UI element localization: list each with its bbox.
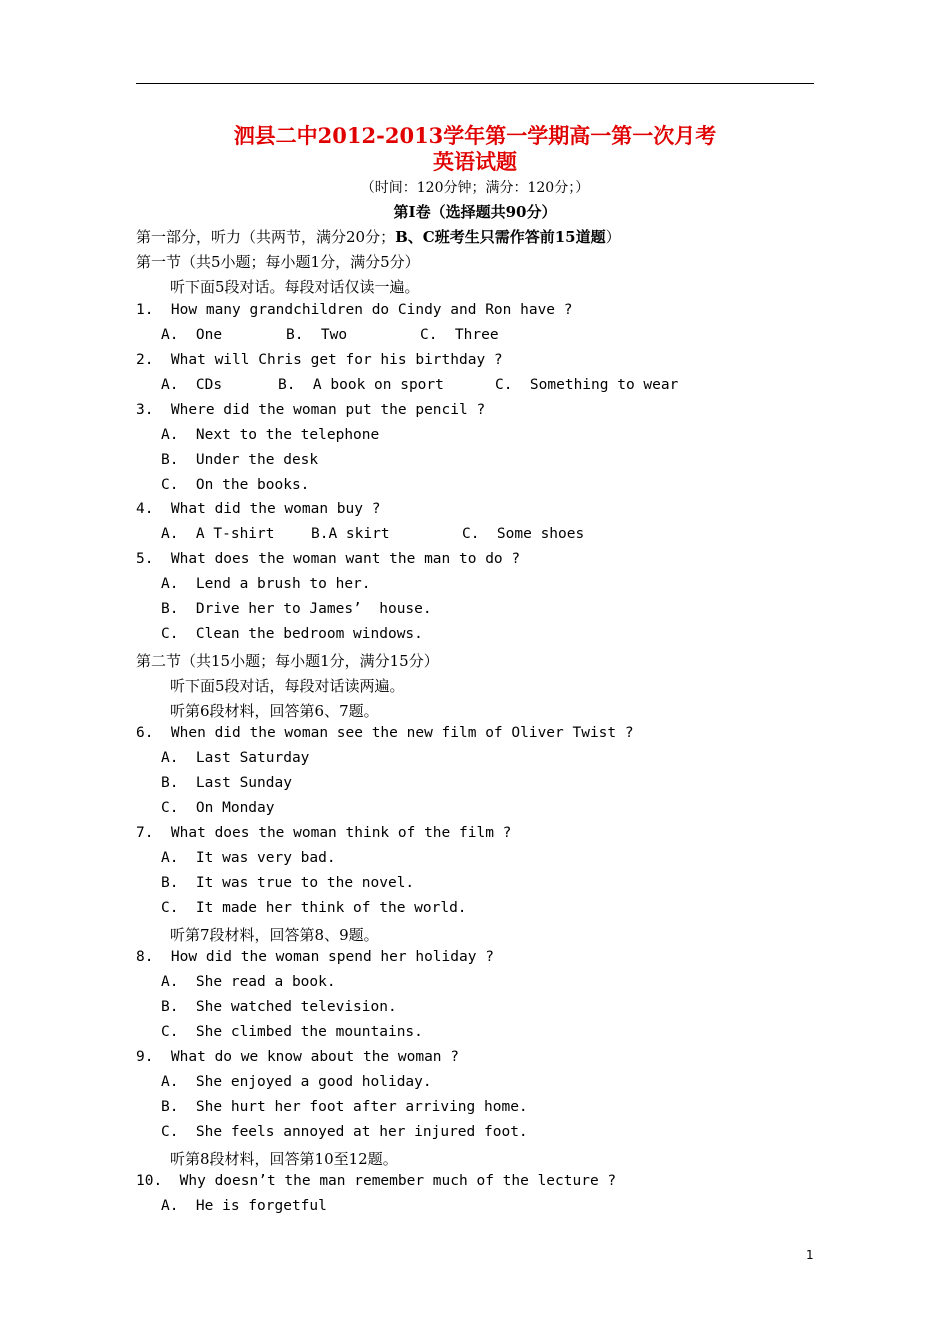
question-4-option-a: A. A T-shirt <box>161 526 275 542</box>
part-title: 第Ⅰ卷（选择题共90分） <box>393 203 557 221</box>
question-4-option-c: C. Some shoes <box>462 526 585 542</box>
question-1-option-a: A. One <box>161 327 223 343</box>
question-4-stem: 4. What did the woman buy ? <box>136 501 381 517</box>
section1-heading-prefix: 第一部分，听力（共两节，满分20分； <box>136 228 396 246</box>
question-2-option-c: C. Something to wear <box>495 377 679 393</box>
question-4-option-b: B.A skirt <box>311 526 390 542</box>
question-2-option-b: B. A book on sport <box>278 377 444 393</box>
section1-subheading: 第一节（共5小题；每小题1分，满分5分） <box>136 253 420 271</box>
question-3-option-c: C. On the books. <box>161 477 310 493</box>
question-6-option-b: B. Last Sunday <box>161 775 292 791</box>
header-rule <box>136 83 814 84</box>
question-7-option-b: B. It was true to the novel. <box>161 875 415 891</box>
page-number: 1 <box>806 1248 814 1262</box>
exam-subject: 英语试题 <box>433 149 517 174</box>
question-10-option-a: A. He is forgetful <box>161 1198 327 1214</box>
question-6-option-a: A. Last Saturday <box>161 750 310 766</box>
question-6-option-c: C. On Monday <box>161 800 275 816</box>
question-2-option-a: A. CDs <box>161 377 223 393</box>
question-9-stem: 9. What do we know about the woman ? <box>136 1049 460 1065</box>
question-7-option-c: C. It made her think of the world. <box>161 900 467 916</box>
note-8: 听第8段材料，回答第10至12题。 <box>170 1150 398 1168</box>
section2-note-6: 听第6段材料，回答第6、7题。 <box>170 702 379 720</box>
question-8-option-a: A. She read a book. <box>161 974 336 990</box>
section2-instruction: 听下面5段对话，每段对话读两遍。 <box>170 677 405 695</box>
question-8-option-c: C. She climbed the mountains. <box>161 1024 423 1040</box>
question-5-option-a: A. Lend a brush to her. <box>161 576 371 592</box>
question-1-option-b: B. Two <box>286 327 348 343</box>
question-8-stem: 8. How did the woman spend her holiday ? <box>136 949 494 965</box>
question-5-option-c: C. Clean the bedroom windows. <box>161 626 423 642</box>
question-3-stem: 3. Where did the woman put the pencil ? <box>136 402 486 418</box>
section1-heading <box>136 226 621 247</box>
section1-instruction: 听下面5段对话。每段对话仅读一遍。 <box>170 278 420 296</box>
question-9-option-c: C. She feels annoyed at her injured foot. <box>161 1124 528 1140</box>
section1-heading-bold: B、C班考生只需作答前15道题 <box>395 228 606 246</box>
note-7: 听第7段材料，回答第8、9题。 <box>170 926 379 944</box>
question-9-option-a: A. She enjoyed a good holiday. <box>161 1074 432 1090</box>
question-3-option-b: B. Under the desk <box>161 452 319 468</box>
question-7-option-a: A. It was very bad. <box>161 850 336 866</box>
question-7-stem: 7. What does the woman think of the film ? <box>136 825 512 841</box>
question-2-stem: 2. What will Chris get for his birthday ? <box>136 352 503 368</box>
section1-heading-suffix: ） <box>605 228 621 246</box>
question-1-stem: 1. How many grandchildren do Cindy and Ron have ? <box>136 302 573 318</box>
question-8-option-b: B. She watched television. <box>161 999 397 1015</box>
question-10-stem: 10. Why doesn’t the man remember much of the lecture ? <box>136 1173 617 1189</box>
question-1-option-c: C. Three <box>420 327 499 343</box>
question-5-stem: 5. What does the woman want the man to do ? <box>136 551 521 567</box>
question-9-option-b: B. She hurt her foot after arriving home. <box>161 1099 528 1115</box>
exam-time-score: （时间：120分钟；满分：120分；） <box>360 180 590 196</box>
question-6-stem: 6. When did the woman see the new film of Oliver Twist ? <box>136 725 634 741</box>
exam-title: 泗县二中2012-2013学年第一学期高一第一次月考 <box>233 123 717 148</box>
question-3-option-a: A. Next to the telephone <box>161 427 380 443</box>
section2-subheading: 第二节（共15小题；每小题1分，满分15分） <box>136 652 439 670</box>
question-5-option-b: B. Drive her to James’ house. <box>161 601 432 617</box>
